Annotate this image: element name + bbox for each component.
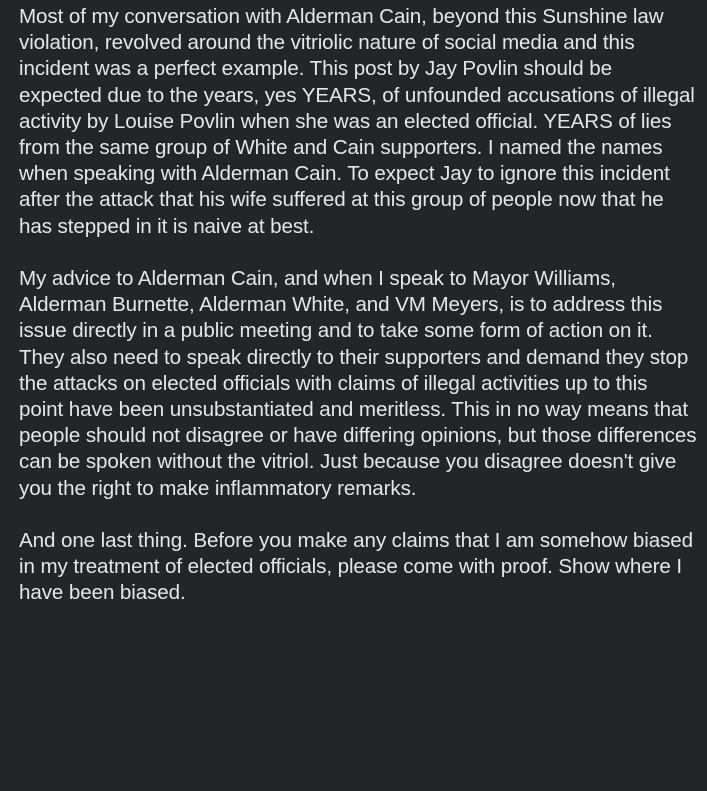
post-paragraph-1: Most of my conversation with Alderman Cain, beyond this Sunshine law violation, revolved around the vitriolic nature of social media and this incident was a perfect example. This post by Jay Povlin should be expected due to the years, yes YEARS, of unfounded accusations of illegal activity by Louise Povlin when she was an elected official. YEARS of lies from the same group of White and Cain supporters. I named the names when speaking with Alderman Cain. To expect Jay to ignore this incident after the attack that his wife suffered at this group of people now that he has stepped in it is naive at best. (19, 5, 695, 238)
post-paragraph-2: My advice to Alderman Cain, and when I speak to Mayor Williams, Alderman Burnette, Alderman White, and VM Meyers, is to address this issue directly in a public meeting and to take some form of action on it. They also need to speak directly to their supporters and demand they stop the attacks on elected officials with claims of illegal activities up to this point have been unsubstantiated and meritless. This in no way means that people should not disagree or have differing opinions, but those differences can be spoken without the vitriol. Just because you disagree doesn't give you the right to make inflammatory remarks. (19, 267, 697, 500)
post-paragraph-3: And one last thing. Before you make any claims that I am somehow biased in my treatment of elected officials, please come with proof. Show where I have been biased. (19, 529, 694, 605)
